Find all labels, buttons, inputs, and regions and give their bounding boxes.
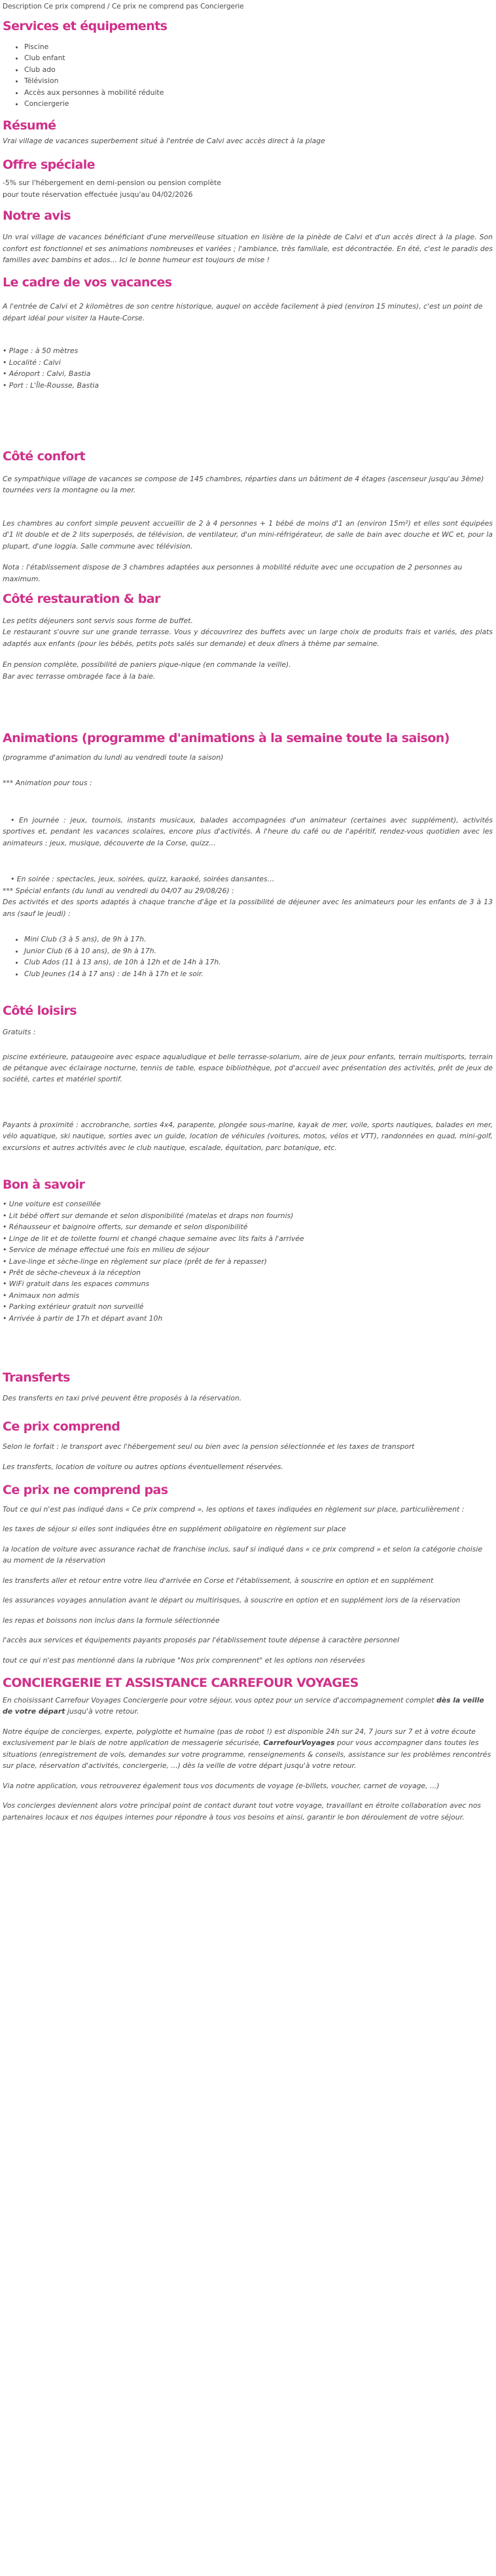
- animations-special-text: Des activités et des sports adaptés à chaque tranche d'âge et la possibilité de déjeuner avec les animateurs pour les enfants de 3 à 13 ans (sauf le jeudi) :: [3, 898, 493, 918]
- animations-title: Animations (programme d'animations à la semaine toute la saison): [3, 731, 450, 746]
- restauration-text: Les petits déjeuners sont servis sous forme de buffet.: [3, 616, 193, 625]
- services-list: [3, 41, 493, 110]
- restauration-text: Bar avec terrasse ombragée face à la baie.: [3, 671, 156, 681]
- resume-text: Vrai village de vacances superbement situé à l'entrée de Calvi avec accès direct à la plage: [3, 137, 325, 146]
- ne-comprend-item: tout ce qui n'est pas mentionné dans la rubrique "Nos prix comprennent" et les options non réservées: [3, 1655, 365, 1665]
- avis-title: Notre avis: [3, 209, 71, 224]
- transferts-title: Transferts: [3, 1370, 70, 1385]
- clubs-list: [3, 934, 493, 979]
- services-title: Services et équipements: [3, 19, 168, 33]
- list-item: • Mini Club (3 à 5 ans), de 9h à 17h.: [24, 934, 493, 945]
- transferts-text: Des transferts en taxi privé peuvent être proposés à la réservation.: [3, 1394, 242, 1403]
- ne-comprend-title: Ce prix ne comprend pas: [3, 1483, 168, 1498]
- resume-title: Résumé: [3, 118, 56, 133]
- loisirs-label: Gratuits :: [3, 1028, 36, 1037]
- list-item: • Une voiture est conseillée: [3, 1200, 101, 1209]
- animations-soiree: • En soirée : spectacles, jeux, soirées, quizz, karaoké, soirées dansantes…: [10, 875, 275, 884]
- list-item: • Club ado: [24, 64, 493, 75]
- list-item: • Junior Club (6 à 10 ans), de 9h à 17h.: [24, 945, 493, 957]
- offre-line: pour toute réservation effectuée jusqu'au 04/02/2026: [3, 190, 193, 199]
- cadre-list: [3, 345, 493, 391]
- list-item: • Linge de lit et de toilette fourni et changé chaque semaine avec lits faits à l'arrivée: [3, 1234, 304, 1243]
- list-item: • Club Jeunes (14 à 17 ans) : de 14h à 17h et le soir.: [24, 968, 493, 979]
- offre-line: -5% sur l'hébergement en demi-pension ou pension complète: [3, 178, 221, 188]
- loisirs-gratuits: piscine extérieure, pataugeoire avec espace aqualudique et belle terrasse-solarium, aire de jeux pour enfants, terrain multisports, terrain de pétanque avec éclairage nocturne, tennis de table, espace bibliothèque, pot d'accueil avec présentation des activités, prêt de jeux de société, cartes et matériel sportif.: [3, 1052, 493, 1084]
- list-item: • Prêt de sèche-cheveux à la réception: [3, 1268, 141, 1277]
- ne-comprend-item: les taxes de séjour si elles sont indiquées être en supplément obligatoire en règlement sur place: [3, 1525, 346, 1534]
- ne-comprend-item: les repas et boissons non inclus dans la formule sélectionnée: [3, 1616, 220, 1625]
- ne-comprend-item: la location de voiture avec assurance rachat de franchise inclus, sauf si indiqué dans « ce prix comprend » et selon la catégorie choisie au moment de la réservation: [3, 1544, 483, 1565]
- list-item: • Télévision: [24, 75, 493, 86]
- confort-title: Côté confort: [3, 449, 85, 464]
- comprend-title: Ce prix comprend: [3, 1419, 120, 1434]
- comprend-text: Selon le forfait : le transport avec l'hébergement seul ou bien avec la pension sélectionnée et les taxes de transport: [3, 1442, 415, 1451]
- conciergerie-text: Via notre application, vous retrouverez également tous vos documents de voyage (e-billets, voucher, carnet de voyage, ...): [3, 1781, 440, 1790]
- breadcrumb: Description Ce prix comprend / Ce prix ne comprend pas Conciergerie: [3, 3, 244, 10]
- cadre-title: Le cadre de vos vacances: [3, 275, 172, 290]
- list-item: • Piscine: [24, 41, 493, 52]
- list-item: • Service de ménage effectué une fois en milieu de séjour: [3, 1246, 209, 1255]
- animations-label: *** Animation pour tous :: [3, 778, 92, 787]
- list-item: • Port : L'Île-Rousse, Bastia: [3, 381, 99, 390]
- list-item: • Parking extérieur gratuit non surveillé: [3, 1302, 144, 1312]
- savoir-list: [3, 1198, 493, 1324]
- list-item: • Aéroport : Calvi, Bastia: [3, 369, 91, 379]
- list-item: • Lave-linge et sèche-linge en règlement sur place (prêt de fer à repasser): [3, 1257, 267, 1266]
- conciergerie-text: Notre équipe de concierges, experte, polyglotte et humaine (pas de robot !) est disponible 24h sur 24, 7 jours sur 7 et à votre écoute exclusivement par le biais de notre application de messagerie sécurisée, CarrefourVoyages pour vous accompagner dans toutes les situations (enregistrement de vols, demandes sur votre programme, renseignements & conseils, assistance sur les problèmes rencontrés sur place, réservation d'activités, conciergerie, ...) dès la veille de votre départ jusqu'à votre retour.: [3, 1727, 491, 1771]
- ne-comprend-item: les assurances voyages annulation avant le départ ou multirisques, à souscrire en option et en supplément lors de la réservation: [3, 1596, 461, 1605]
- list-item: • Localité : Calvi: [3, 358, 61, 367]
- ne-comprend-item: les transferts aller et retour entre votre lieu d'arrivée en Corse et l'établissement, à souscrire en option et en supplément: [3, 1576, 434, 1585]
- loisirs-payants: Payants à proximité : accrobranche, sorties 4x4, parapente, plongée sous-marine, kayak de mer, voile, sports nautiques, balades en mer, vélo aquatique, ski nautique, sorties avec un guide, location de véhicules (voitures, motos, vélos et VTT), randonnées en quad, mini-golf, excursions et autres activités avec le club nautique, escalade, équitation, parc botanique, etc.: [3, 1120, 493, 1152]
- ne-comprend-item: Tout ce qui n'est pas indiqué dans « Ce prix comprend », les options et taxes indiquées en règlement sur place, particulièrement :: [3, 1504, 465, 1514]
- loisirs-title: Côté loisirs: [3, 1004, 77, 1019]
- animations-special-label: *** Spécial enfants (du lundi au vendredi du 04/07 au 29/08/26) :: [3, 886, 234, 895]
- avis-text: Un vrai village de vacances bénéficiant d'une merveilleuse situation en lisière de la pinède de Calvi et d'un accès direct à la plage. Son confort est fonctionnel et ses animations nombreuses et variées ; l'ambiance, très familiale, est décontractée. En été, c'est le paradis des familles avec bambins et ados… Ici le bonne humeur est toujours de mise !: [3, 233, 493, 265]
- savoir-title: Bon à savoir: [3, 1178, 85, 1193]
- restauration-text: Le restaurant s'ouvre sur une grande terrasse. Vous y découvrirez des buffets avec un large choix de produits frais et variés, des plats adaptés aux enfants (pour les bébés, petits pots salés sur demande) et deux dîners à thème par semaine.: [3, 628, 493, 648]
- ne-comprend-item: l'accès aux services et équipements payants proposés par l'établissement toute dépense à caractère personnel: [3, 1636, 400, 1645]
- offre-title: Offre spéciale: [3, 157, 95, 172]
- conciergerie-text: Vos concierges deviennent alors votre principal point de contact durant tout votre voyage, travaillant en étroite collaboration avec nos partenaires locaux et nos équipes internes pour répondre à tous vos besoins et ainsi, garantir le bon déroulement de votre séjour.: [3, 1801, 482, 1822]
- comprend-text: Les transferts, location de voiture ou autres options éventuellement réservées.: [3, 1462, 283, 1471]
- cadre-text: A l'entrée de Calvi et 2 kilomètres de son centre historique, auquel on accède facilement à pied (environ 15 minutes), c'est un point de départ idéal pour visiter la Haute-Corse.: [3, 302, 483, 322]
- list-item: • WiFi gratuit dans les espaces communs: [3, 1280, 150, 1289]
- confort-text: Les chambres au confort simple peuvent accueillir de 2 à 4 personnes + 1 bébé de moins d'1 an (environ 15m²) et elles sont équipées d'1 lit double et de 2 lits superposés, de télévision, de ventilateur, d'un mini-réfrigérateur, de salle de bain avec douche et WC et, pour la plupart, d'une loggia. Salle commune avec télévision.: [3, 518, 493, 551]
- list-item: • Accès aux personnes à mobilité réduite: [24, 87, 493, 98]
- conciergerie-text: En choisissant Carrefour Voyages Conciergerie pour votre séjour, vous optez pour un service d'accompagnement complet dès la veille de votre départ jusqu'à votre retour.: [3, 1695, 484, 1716]
- confort-text: Nota : l'établissement dispose de 3 chambres adaptées aux personnes à mobilité réduite avec une occupation de 2 personnes au maximum.: [3, 563, 463, 583]
- list-item: • Club enfant: [24, 52, 493, 63]
- animations-journee: • En journée : jeux, tournois, instants musicaux, balades accompagnées d'un animateur (certaines avec supplément), activités sportives et, pendant les vacances scolaires, encore plus d'activités. À l'heure du café ou de l'apéritif, rendez-vous quotidien avec les animateurs : jeux, musique, découverte de la Corse, quizz…: [3, 816, 493, 847]
- conciergerie-title: CONCIERGERIE ET ASSISTANCE CARREFOUR VOYAGES: [3, 1676, 359, 1691]
- list-item: • Lit bébé offert sur demande et selon disponibilité (matelas et draps non fournis): [3, 1211, 294, 1220]
- restauration-title: Côté restauration & bar: [3, 592, 160, 607]
- list-item: • Conciergerie: [24, 98, 493, 109]
- confort-text: Ce sympathique village de vacances se compose de 145 chambres, réparties dans un bâtiment de 4 étages (ascenseur jusqu'au 3ème) tournées vers la montagne ou la mer.: [3, 474, 484, 495]
- list-item: • Club Ados (11 à 13 ans), de 10h à 12h et de 14h à 17h.: [24, 957, 493, 968]
- list-item: • Plage : à 50 mètres: [3, 347, 79, 356]
- list-item: • Animaux non admis: [3, 1291, 80, 1300]
- restauration-text: En pension complète, possibilité de paniers pique-nique (en commande la veille).: [3, 660, 291, 669]
- list-item: • Arrivée à partir de 17h et départ avant 10h: [3, 1313, 163, 1323]
- list-item: • Réhausseur et baignoire offerts, sur demande et selon disponibilité: [3, 1223, 248, 1232]
- animations-subtitle: (programme d'animation du lundi au vendredi toute la saison): [3, 753, 224, 762]
